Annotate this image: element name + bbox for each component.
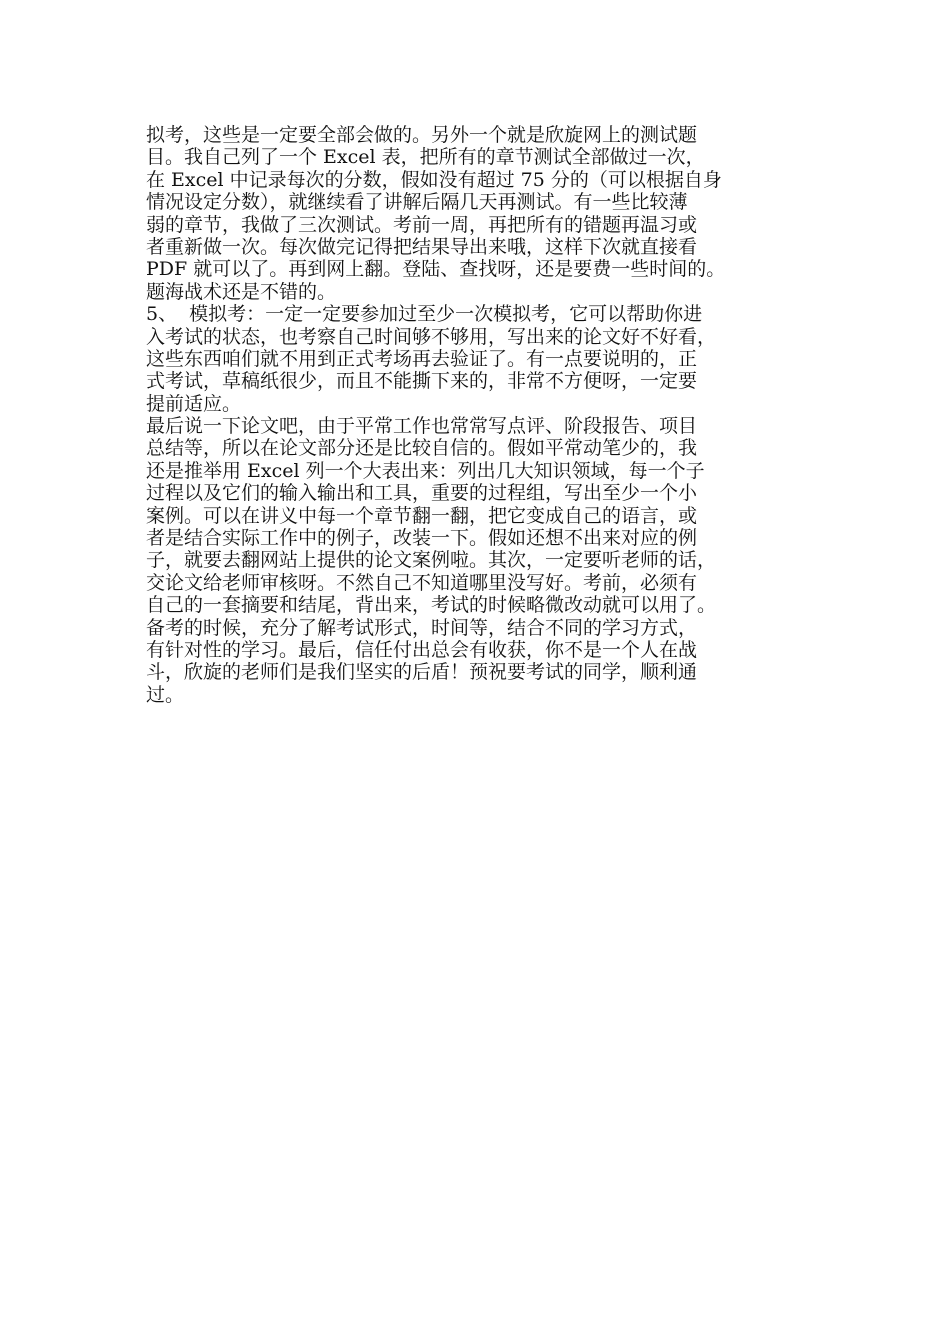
text-line-8: 题海战术还是不错的。 [146, 280, 337, 303]
text-line-1: 拟考，这些是一定要全部会做的。另外一个就是欣旋网上的测试题 [146, 124, 698, 146]
text-line-13: 提前适应。 [146, 392, 242, 415]
text-line-5: 弱的章节，我做了三次测试。考前一周，再把所有的错题再温习或 [146, 213, 698, 236]
text-line-21: 交论文给老师审核呀。不然自己不知道哪里没写好。考前，必须有 [146, 571, 698, 594]
text-line-24: 有针对性的学习。最后，信任付出总会有收获，你不是一个人在战 [146, 638, 698, 661]
text-line-4: 情况设定分数），就继续看了讲解后隔几天再测试。有一些比较薄 [146, 191, 688, 214]
text-line-26: 过。 [146, 683, 185, 706]
text-line-7: PDF 就可以了。再到网上翻。登陆、查找呀，还是要费一些时间的。 [146, 258, 726, 281]
text-line-17: 过程以及它们的输入输出和工具，重要的过程组，写出至少一个小 [146, 482, 698, 505]
text-line-23: 备考的时候，充分了解考试形式，时间等，结合不同的学习方式， [146, 616, 698, 639]
text-line-18: 案例。可以在讲义中每一个章节翻一翻，把它变成自己的语言，或 [146, 504, 698, 527]
text-line-22: 自己的一套摘要和结尾，背出来，考试的时候略微改动就可以用了。 [146, 594, 717, 617]
text-line-14: 最后说一下论文吧，由于平常工作也常常写点评、阶段报告、项目 [146, 415, 698, 438]
body-text [146, 124, 811, 706]
text-line-12: 式考试，草稿纸很少，而且不能撕下来的，非常不方便呀，一定要 [146, 370, 698, 393]
text-line-10: 入考试的状态，也考察自己时间够不够用，写出来的论文好不好看， [146, 325, 717, 348]
text-line-3: 在 Excel 中记录每次的分数，假如没有超过 75 分的（可以根据自身 [146, 168, 722, 191]
text-line-20: 子，就要去翻网站上提供的论文案例啦。其次，一定要听老师的话， [146, 549, 717, 572]
text-line-25: 斗，欣旋的老师们是我们坚实的后盾！预祝要考试的同学，顺利通 [146, 661, 698, 684]
text-line-11: 这些东西咱们就不用到正式考场再去验证了。有一点要说明的，正 [146, 347, 698, 370]
text-line-6: 者重新做一次。每次做完记得把结果导出来哦，这样下次就直接看 [146, 235, 698, 258]
text-line-19: 者是结合实际工作中的例子，改装一下。假如还想不出来对应的例 [146, 527, 698, 550]
text-line-9: 5、 模拟考：一定一定要参加过至少一次模拟考，它可以帮助你进 [146, 303, 703, 326]
text-line-15: 总结等，所以在论文部分还是比较自信的。假如平常动笔少的，我 [146, 437, 698, 460]
text-line-16: 还是推举用 Excel 列一个大表出来：列出几大知识领域，每一个子 [146, 459, 705, 482]
text-line-2: 目。我自己列了一个 Excel 表，把所有的章节测试全部做过一次， [146, 146, 705, 169]
